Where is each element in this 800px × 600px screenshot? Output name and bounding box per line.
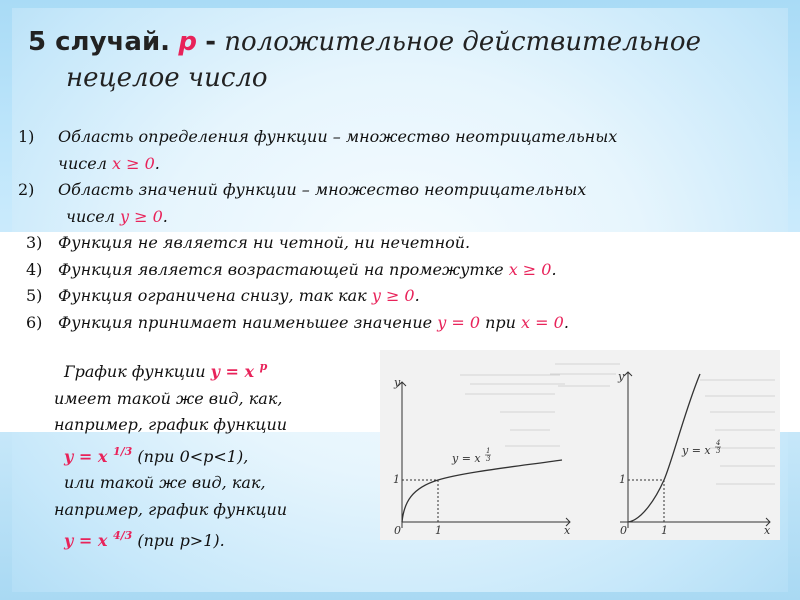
formula-exponent: 4/3 (112, 529, 133, 542)
y-tick-label: 1 (619, 473, 626, 486)
item-text: Область определения функции – множество неотрицательных (58, 127, 618, 146)
item-text: Функция ограничена снизу, так как (58, 286, 372, 305)
x-tick-label: 1 (661, 524, 668, 537)
item-suffix: . (154, 153, 160, 173)
curve-exp-num: 1 (486, 447, 491, 455)
list-item (18, 310, 778, 337)
item-highlight: y = 0 (437, 312, 480, 332)
graphs-image (380, 350, 780, 540)
y-tick-label: 1 (393, 473, 400, 486)
graph-description (54, 354, 364, 555)
formula-exponent: p (259, 360, 268, 373)
case-number: 5 случай. (28, 27, 171, 57)
desc-prefix: График функции (64, 362, 211, 381)
item-suffix: . (414, 286, 420, 305)
curve-label: y = x (452, 452, 481, 465)
graph-desc-line-1 (54, 354, 364, 386)
curve-x13 (402, 460, 562, 522)
properties-list (18, 124, 778, 336)
item-highlight: x ≥ 0 (111, 153, 155, 173)
origin-label: 0 (620, 524, 627, 537)
item-highlight: y ≥ 0 (371, 286, 415, 305)
list-item (18, 257, 778, 284)
item-number: 4) (26, 259, 43, 279)
graph-left-labels (393, 376, 571, 537)
formula-text: y = x (64, 446, 108, 466)
item-text: Функция не является ни четной, ни нечетной. (58, 233, 471, 252)
item-cont: чисел (58, 153, 112, 173)
list-item (18, 177, 778, 230)
formula-text: y = x (64, 531, 108, 550)
curve-exp-den: 3 (486, 455, 491, 463)
item-number: 5) (26, 286, 43, 305)
item-highlight: y ≥ 0 (119, 206, 163, 226)
item-cont: чисел (66, 206, 120, 226)
curve-exp-den: 3 (716, 447, 721, 455)
title-line1-rest: положительное действительное (224, 27, 701, 57)
formula-y-x43 (64, 531, 132, 550)
item-highlight-2: x = 0 (521, 312, 564, 332)
list-item (18, 230, 778, 257)
title-dash: - (205, 27, 216, 57)
formula-y-x13 (64, 444, 133, 466)
graph-desc-line-6: например, график функции (54, 499, 288, 519)
parameter-p: p (178, 27, 197, 57)
slide-title (28, 24, 768, 96)
graph-desc-line-2: имеет такой же вид, как, (54, 388, 283, 408)
formula-exponent: 1/3 (112, 444, 133, 458)
list-item (18, 283, 778, 310)
curve-label: y = x (682, 444, 711, 457)
formula-y-xp (211, 362, 268, 381)
item-suffix: . (551, 259, 557, 279)
item-number: 2) (18, 180, 35, 199)
item-highlight: x ≥ 0 (508, 259, 552, 279)
item-text: Функция является возрастающей на промежутке (58, 259, 509, 279)
graph-right-labels (617, 370, 771, 537)
graph-left (398, 382, 570, 528)
formula-text: y = x (210, 362, 254, 381)
graphs-svg (380, 350, 780, 540)
item-number: 3) (26, 233, 43, 252)
item-suffix: . (563, 312, 569, 332)
graph-desc-line-5: или такой же вид, как, (64, 473, 266, 492)
item-suffix: . (162, 206, 168, 226)
graph-desc-line-7 (54, 523, 364, 555)
desc-suffix: (при p>1). (132, 531, 225, 550)
y-axis-label: y (394, 376, 401, 389)
list-item (18, 124, 778, 177)
graph-desc-line-3: например, график функции (54, 415, 288, 434)
item-number: 6) (26, 312, 43, 332)
x-tick-label: 1 (435, 524, 442, 537)
desc-suffix: (при 0<p<1), (132, 446, 249, 466)
y-axis-label: y (618, 370, 625, 383)
item-text: Область значений функции – множество неотрицательных (58, 180, 587, 199)
item-number: 1) (18, 127, 35, 146)
origin-label: 0 (394, 524, 401, 537)
x-axis-label: x (564, 524, 571, 537)
curve-exp-num: 4 (716, 439, 721, 447)
item-mid: при (480, 312, 522, 332)
graph-desc-line-4 (54, 439, 364, 471)
item-text: Функция принимает наименьшее значение (58, 312, 438, 332)
title-line2: нецелое число (66, 63, 268, 93)
x-axis-label: x (764, 524, 771, 537)
